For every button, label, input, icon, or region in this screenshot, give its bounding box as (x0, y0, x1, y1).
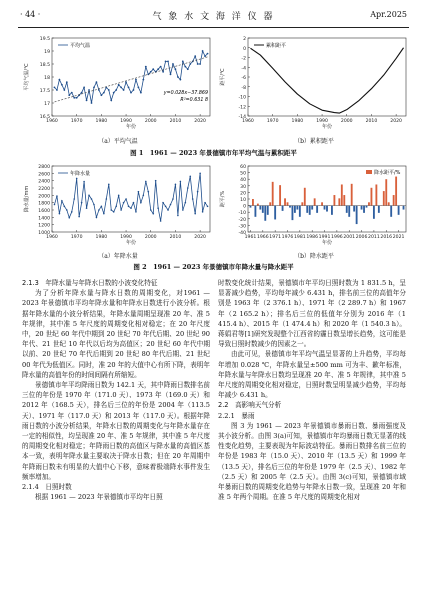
precipitation-point (182, 209, 184, 211)
section-heading-2-2: 2.2 高影响天气分析 (218, 401, 282, 410)
y-tick-label: -2 (241, 56, 246, 62)
precipitation-point (150, 209, 152, 211)
x-tick-label: 1970 (70, 235, 83, 240)
header-rule (18, 27, 409, 28)
fig2a-caption: （a）年降水量 (98, 253, 138, 260)
left-column (22, 278, 210, 502)
chart-precipitation (22, 162, 214, 250)
precipitation-point (135, 211, 137, 213)
temperature-point (93, 87, 95, 89)
anomaly-bar (353, 206, 355, 212)
precipitation-point (128, 206, 130, 208)
anomaly-bar (309, 206, 311, 215)
precipitation-point (197, 191, 199, 193)
fig2b-caption: （b）降水距平 (294, 253, 334, 260)
temperature-point (182, 61, 184, 63)
x-tick-label: 1971 (269, 235, 282, 240)
plot-frame (52, 38, 210, 116)
y-tick-label: 18 (44, 76, 50, 81)
x-tick-label: 1961 (244, 235, 257, 240)
anomaly-bar (257, 204, 259, 206)
precipitation-point (96, 217, 98, 219)
anomaly-bar (292, 206, 294, 221)
anomaly-bar (356, 206, 358, 224)
journal-title: 气 象 水 文 海 洋 仪 器 (152, 12, 275, 22)
precipitation-point (120, 209, 122, 211)
x-tick-label: 1990 (120, 235, 132, 240)
x-tick-label: 1976 (281, 235, 294, 240)
anomaly-bar (274, 206, 276, 220)
temperature-point (175, 68, 177, 70)
anomaly-bar (299, 206, 301, 217)
y-tick-label: 1600 (38, 209, 50, 214)
page-number: · 44 · (20, 10, 41, 19)
temperature-point (157, 68, 159, 70)
anomaly-bar (272, 182, 274, 206)
anomaly-bar (378, 206, 380, 213)
y-tick-label: 0 (243, 204, 246, 210)
chart-precip-anomaly-svg (218, 162, 410, 250)
chart-precipitation-svg (22, 162, 214, 250)
x-tick-label: 1996 (331, 235, 343, 240)
temperature-point (66, 81, 68, 83)
legend-swatch (366, 170, 372, 174)
precipitation-point (73, 198, 75, 200)
x-tick-label: 2001 (343, 235, 356, 240)
temperature-point (108, 89, 110, 91)
precipitation-point (187, 187, 189, 189)
y-tick-label: -10 (238, 95, 246, 101)
precipitation-point (101, 206, 103, 208)
precipitation-point (123, 202, 125, 204)
precipitation-point (76, 178, 78, 180)
x-axis-label: 年份 (321, 240, 333, 246)
fig1a-caption: （a）平均气温 (98, 138, 138, 145)
x-tick-label: 2010 (169, 119, 182, 124)
paragraph: 由此可见，景德镇市年平均气温呈显著的上升趋势，平均每年增加 0.028 ℃，年降水量呈±500 mm 可为丰、歉年标准，年降水量与年降水日数均呈现准 20 年、准 5 年规律，其中准 5 年尺度的周期变化相对稳定，日照时数呈明显减少趋势，平均每年减少 6.431 h。 (218, 350, 406, 400)
precipitation-point (64, 206, 66, 208)
anomaly-bar (333, 195, 335, 206)
y-tick-label: 2400 (38, 179, 50, 185)
y-tick-label: -8 (241, 85, 246, 91)
x-tick-label: 1981 (293, 235, 306, 240)
y-tick-label: 19.5 (39, 37, 50, 42)
precipitation-point (81, 202, 83, 204)
precipitation-point (140, 202, 142, 204)
precipitation-point (189, 175, 191, 177)
temperature-point (86, 100, 88, 102)
temperature-point (130, 92, 132, 94)
anomaly-bar (304, 188, 306, 206)
anomaly-bar (343, 195, 345, 206)
section-heading-2-2-1: 2.2.1 暴雨 (218, 411, 255, 420)
temperature-point (194, 55, 196, 57)
precipitation-point (185, 202, 187, 204)
x-tick-label: 1970 (70, 119, 83, 124)
anomaly-bar (390, 206, 392, 217)
section-heading-2-1-3: 2.1.3 年降水量与年降水日数的小波变化特征 (22, 279, 158, 287)
anomaly-bar (311, 206, 313, 210)
trend-r2: R²=0.631 8 (180, 98, 208, 103)
temperature-point (118, 84, 120, 86)
y-axis-label: 平均气温/℃ (24, 63, 30, 91)
x-tick-label: 2021 (392, 235, 405, 240)
anomaly-bar (388, 202, 390, 205)
anomaly-bar (403, 206, 405, 210)
x-tick-label: 1991 (318, 235, 331, 240)
precipitation-point (177, 215, 179, 217)
y-tick-label: 2 (243, 37, 246, 42)
y-tick-label: 1800 (38, 201, 50, 207)
temperature-point (199, 63, 201, 65)
temperature-point (123, 89, 125, 91)
precipitation-point (160, 220, 162, 222)
precipitation-point (113, 211, 115, 213)
anomaly-bar (316, 206, 318, 213)
temperature-point (145, 66, 147, 68)
anomaly-bar (296, 206, 298, 210)
y-tick-label: 17.5 (39, 89, 50, 94)
precipitation-point (147, 191, 149, 193)
y-tick-label: 50 (240, 171, 246, 177)
y-axis-label: 距平/℃ (220, 68, 226, 86)
fig1-caption: 图 1 1961 — 2023 年景德镇市年平均气温与累积距平 (130, 149, 297, 157)
precipitation-point (68, 217, 70, 219)
precipitation-point (59, 213, 61, 215)
precipitation-point (167, 209, 169, 211)
anomaly-bar (284, 198, 286, 205)
precipitation-point (83, 181, 85, 183)
x-tick-label: 1980 (291, 119, 304, 124)
precipitation-point (143, 195, 145, 197)
anomaly-bar (262, 206, 264, 213)
y-tick-label: 20 (240, 191, 246, 197)
temperature-point (150, 71, 152, 73)
paragraph: 为了分析年降水量与降水日数的周期变化，对1961 — 2023 年景德镇市平均年降水量和年降水日数进行小波分析。根据年降水量的小波分析结果，年降水量周期呈现准 20 年、准 5 年规律，其中准 5 年尺度的周期变化相对稳定；在 20 年尺度中，20 世纪 60 年代中期到 20 世纪 70 年代后期、20 世纪 90 年代、21 世纪 10 年代以后均为高值区；20 世纪 60 年代中期以前、20 世纪 70 年代后期到 20 世纪 80 年代后期、21 世纪 00 年代为低值区。同时，准 20 年的大值中心有所下降，表明年降水量的高值年份的时间间隔有所缩短。 (22, 289, 210, 379)
temperature-point (115, 89, 117, 91)
chart-temperature-svg (22, 34, 214, 134)
anomaly-bar (383, 191, 385, 206)
anomaly-bar (264, 206, 266, 221)
temperature-point (187, 68, 189, 70)
anomaly-bar (314, 198, 316, 205)
temperature-point (184, 66, 186, 68)
temperature-point (165, 61, 167, 63)
x-tick-label: 2006 (355, 235, 368, 240)
temperature-point (170, 74, 172, 76)
temperature-point (68, 94, 70, 96)
anomaly-bar (393, 195, 395, 206)
anomaly-bar (326, 206, 328, 212)
precipitation-point (204, 202, 206, 204)
precipitation-point (125, 198, 127, 200)
x-tick-label: 1966 (256, 235, 269, 240)
anomaly-bar (346, 206, 348, 213)
precipitation-point (78, 216, 80, 218)
temperature-point (120, 87, 122, 89)
y-tick-label: 2000 (38, 194, 50, 200)
precipitation-point (118, 195, 120, 197)
fig2-caption: 图 2 1961 — 2023 年景德镇市年降水量与降水距平 (133, 263, 294, 271)
fig1b-caption: （b）累积距平 (294, 138, 334, 145)
x-tick-label: 2000 (144, 119, 157, 124)
anomaly-bar (301, 202, 303, 205)
x-tick-label: 2020 (390, 119, 402, 124)
x-tick-label: 2020 (194, 235, 206, 240)
temperature-point (172, 63, 174, 65)
x-tick-label: 1990 (316, 119, 328, 124)
anomaly-bar (385, 179, 387, 205)
temperature-point (76, 97, 78, 99)
anomaly-bar (366, 206, 368, 208)
temperature-point (140, 92, 142, 94)
page-header (0, 8, 427, 26)
temperature-point (81, 92, 83, 94)
cumulative-series-line (250, 48, 403, 113)
precipitation-point (170, 204, 172, 206)
anomaly-bar (259, 206, 261, 210)
precipitation-point (157, 207, 159, 209)
precipitation-point (56, 195, 58, 197)
precipitation-point (133, 202, 135, 204)
anomaly-bar (282, 206, 284, 211)
anomaly-bar (267, 206, 269, 215)
temperature-point (125, 81, 127, 83)
temperature-point (56, 89, 58, 91)
precipitation-point (138, 191, 140, 193)
chart-temperature (22, 34, 214, 134)
precipitation-point (103, 213, 105, 215)
precipitation-point (98, 209, 100, 211)
precipitation-point (130, 207, 132, 209)
paragraph: 时数变化统计结果，景德镇市年平均日照时数为 1 831.5 h，呈显著减少趋势，平均每年减少 6.431 h，排名前三位的高值年分别是 1963 年（2 376.1 h）、1971 年（2 289.7 h）和 1967 年（2 165.2 h）；排名后三位的低值年分别为 2016 年（1 415.4 h）、2015 年（1 474.4 h）和 2020 年（1 540.3 h）。蒋娟君等[1]研究发现整个江西省的霾日数呈增长趋势，这可能是导致日照时数减少的因素之一。 (218, 279, 406, 349)
temperature-point (83, 87, 85, 89)
y-tick-label: 40 (240, 178, 246, 184)
x-tick-label: 2010 (365, 119, 378, 124)
anomaly-bar (338, 198, 340, 205)
temperature-point (177, 76, 179, 78)
temperature-point (179, 79, 181, 81)
precipitation-point (180, 181, 182, 183)
x-axis-label: 年份 (321, 124, 333, 130)
temperature-point (110, 100, 112, 102)
chart-cumulative-anomaly (218, 34, 410, 134)
anomaly-bar (398, 206, 400, 215)
y-tick-label: 16.5 (39, 115, 50, 120)
x-tick-label: 1990 (120, 119, 132, 124)
x-tick-label: 2016 (380, 235, 393, 240)
x-tick-label: 1960 (46, 119, 58, 124)
section-heading-2-1-4: 2.1.4 日照时数 (22, 483, 72, 492)
y-tick-label: 18.5 (39, 63, 50, 68)
precipitation-point (108, 184, 110, 186)
temperature-point (100, 94, 102, 96)
paragraph: 根据 1961 — 2023 年景德镇市平均年日照 (35, 493, 163, 502)
anomaly-bar (373, 206, 375, 219)
anomaly-bar (348, 206, 350, 217)
y-tick-label: -30 (238, 224, 246, 230)
anomaly-bar (395, 177, 397, 206)
y-tick-label: 1000 (38, 231, 50, 236)
precipitation-point (162, 202, 164, 204)
anomaly-bar (368, 202, 370, 205)
y-tick-label: 17 (44, 102, 50, 107)
precipitation-point (194, 213, 196, 215)
temperature-point (96, 81, 98, 83)
precipitation-point (152, 213, 154, 215)
y-tick-label: 2800 (38, 165, 50, 170)
anomaly-bar (254, 206, 256, 217)
y-axis-label: 距平/% (220, 190, 226, 208)
y-tick-label: 19 (44, 50, 50, 55)
precipitation-point (106, 198, 108, 200)
anomaly-bar (279, 185, 281, 205)
y-tick-label: -4 (241, 66, 246, 72)
y-tick-label: -12 (238, 105, 246, 111)
x-tick-label: 2000 (340, 119, 353, 124)
temperature-point (160, 66, 162, 68)
y-tick-label: 1200 (38, 223, 50, 229)
temperature-point (91, 102, 93, 104)
x-tick-label: 1960 (46, 235, 58, 240)
precipitation-point (88, 195, 90, 197)
precipitation-point (155, 180, 157, 182)
temperature-point (128, 87, 130, 89)
temperature-point (113, 92, 115, 94)
y-tick-label: 30 (240, 184, 246, 190)
x-tick-label: 2011 (368, 235, 380, 240)
x-tick-label: 2000 (144, 235, 157, 240)
legend-label: 降水距平/% (374, 170, 401, 176)
y-tick-label: -20 (238, 217, 246, 223)
temperature-point (54, 87, 56, 89)
temperature-point (59, 79, 61, 81)
legend-label: 累积距平 (266, 43, 287, 49)
precipitation-point (71, 211, 73, 213)
x-tick-label: 2010 (169, 235, 182, 240)
temperature-point (189, 63, 191, 65)
x-tick-label: 2020 (194, 119, 206, 124)
temperature-point (202, 50, 204, 52)
x-axis-label: 年份 (125, 124, 137, 130)
precipitation-point (199, 173, 201, 175)
right-column (218, 278, 406, 502)
precipitation-point (145, 181, 147, 183)
x-tick-label: 1970 (266, 119, 279, 124)
y-tick-label: -40 (238, 231, 246, 236)
temperature-point (103, 92, 105, 94)
y-tick-label: 0 (243, 46, 246, 52)
temperature-point (138, 87, 140, 89)
precipitation-point (202, 211, 204, 213)
precipitation-point (86, 207, 88, 209)
temperature-point (63, 89, 65, 91)
temperature-point (135, 79, 137, 81)
anomaly-bar (324, 206, 326, 210)
anomaly-bar (287, 202, 289, 205)
y-tick-label: -6 (241, 76, 246, 81)
chart-cumulative-svg (218, 34, 410, 134)
temperature-point (204, 55, 206, 57)
precipitation-point (54, 204, 56, 206)
temperature-point (197, 63, 199, 65)
precipitation-point (165, 206, 167, 208)
temperature-point (88, 89, 90, 91)
temperature-point (207, 53, 209, 55)
anomaly-bar (341, 184, 343, 205)
anomaly-bar (321, 202, 323, 205)
y-tick-label: 1400 (38, 216, 50, 222)
precipitation-point (93, 204, 95, 206)
y-tick-label: 2200 (38, 187, 50, 192)
y-tick-label: -10 (238, 211, 246, 217)
trend-equation: y=0.028x−37.869 (163, 91, 208, 96)
y-tick-label: 10 (240, 198, 246, 203)
y-axis-label: 降水量/mm (24, 185, 30, 213)
anomaly-bar (306, 206, 308, 213)
precipitation-point (61, 200, 63, 202)
temperature-point (167, 61, 169, 63)
x-tick-label: 1960 (242, 119, 254, 124)
temperature-point (142, 79, 144, 81)
precipitation-point (110, 209, 112, 211)
anomaly-bar (375, 184, 377, 205)
anomaly-bar (371, 188, 373, 206)
temperature-point (162, 71, 164, 73)
precipitation-point (175, 184, 177, 186)
anomaly-bar (331, 206, 333, 215)
anomaly-bar (269, 202, 271, 205)
temperature-point (71, 92, 73, 94)
anomaly-bar (294, 206, 296, 213)
x-tick-label: 1980 (95, 235, 108, 240)
legend-label: 年降水量 (70, 171, 91, 177)
anomaly-bar (252, 199, 254, 206)
precipitation-point (207, 206, 209, 208)
x-tick-label: 1980 (95, 119, 108, 124)
precipitation-point (115, 206, 117, 208)
chart-precip-anomaly (218, 162, 410, 250)
precipitation-point (172, 198, 174, 200)
temperature-point (61, 84, 63, 86)
precipitation-series-line (54, 173, 207, 221)
y-tick-label: 60 (240, 165, 246, 170)
anomaly-bar (250, 206, 252, 208)
y-tick-label: -14 (238, 115, 246, 120)
temperature-point (73, 97, 75, 99)
precipitation-point (66, 209, 68, 211)
anomaly-bar (363, 206, 365, 213)
x-tick-label: 1986 (306, 235, 319, 240)
temperature-point (133, 89, 135, 91)
x-axis-label: 年份 (125, 240, 137, 246)
paragraph: 图 3 为 1961 — 2023 年景德镇市暴雨日数、暴雨强度及其小波分析。由图 3(a)可知，景德镇市年均暴雨日数无显著的线性变化趋势，主要表现为年际波动特征。暴雨日数排名前三位的年份是 1983 年（15.0 天）、2010 年（13.5 天）和 1999 年（13.5 天），排名后三位的年份是 1979 年（2.5 天）、1982 年（2.5 天）和 2005 年（2.5 天）。由图 3(c)可知，景德镇市域年暴雨日数的周期变化趋势与年降水日数一致，呈现准 20 年和准 5 年两个周期。在准 5 年尺度的周期变化相对 (218, 421, 406, 502)
anomaly-bar (361, 206, 363, 210)
legend-label: 平均气温 (70, 43, 91, 49)
paragraph: 景德镇市年平均降雨日数为 142.1 天，其中降雨日数排名前三位的年份是 1970 年（171.0 天）、1973 年（169.0 天）和 2012 年（168.5 天），排名后三位的年份是 2004 年（113.5 天）、1971 年（117.0 天）和 2013 年（117.0 天）。根据年降雨日数的小波分析结果，年降水日数的周期变化与年降水量存在一定的相似性，均呈现准 20 年、准 5 年规律，其中准 5 年尺度的周期变化相对稳定；年降雨日数的高值区与降水量的高值区基本一致，表明年降水量主要取决于降水日数；但在 20 年周期中年降雨日数未有明显的大值中心下移，意味着极端降水事件发生频率增加。 (22, 381, 210, 481)
temperature-point (152, 68, 154, 70)
y-tick-label: 2600 (38, 172, 50, 178)
anomaly-bar (351, 184, 353, 206)
anomaly-bar (289, 206, 291, 208)
issue-date: Apr.2025 (370, 10, 407, 19)
precipitation-point (91, 198, 93, 200)
precipitation-point (192, 198, 194, 200)
